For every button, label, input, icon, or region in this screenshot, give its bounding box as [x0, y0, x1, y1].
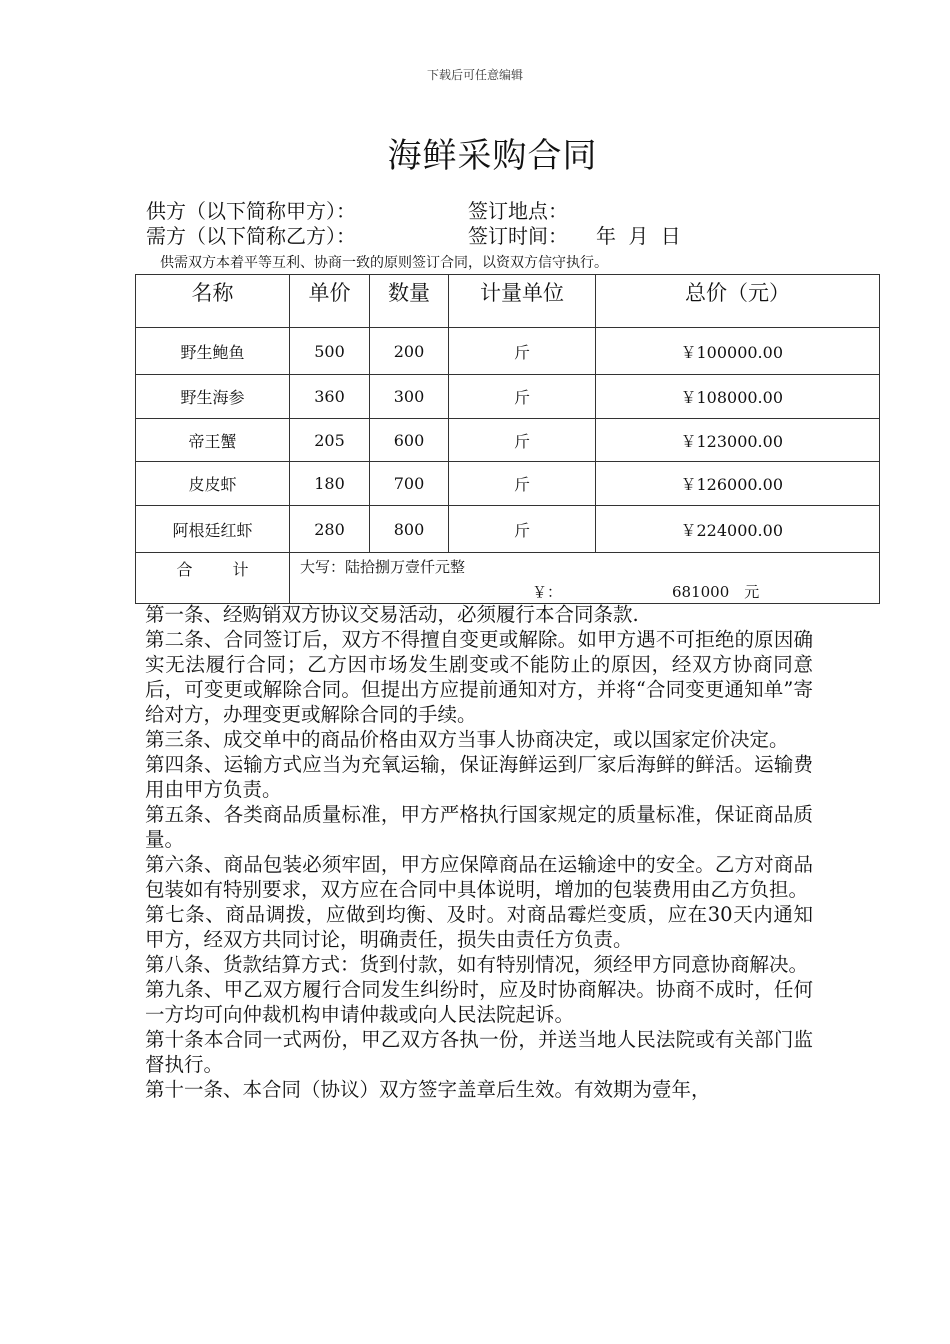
- sum-label-b: 计: [232, 560, 249, 579]
- supplier-label: 供方（以下简称甲方）：: [146, 199, 356, 223]
- cell-unit: 斤: [449, 506, 596, 553]
- cell-price: 205: [290, 419, 370, 462]
- cell-total: ￥123000.00: [596, 419, 880, 462]
- cell-price: 500: [290, 328, 370, 375]
- cell-qty: 200: [370, 328, 449, 375]
- header-qty: 数量: [370, 275, 449, 328]
- term-8: 第八条、货款结算方式：货到付款，如有特别情况，须经甲方同意协商解决。: [145, 953, 809, 976]
- cell-price: 180: [290, 462, 370, 506]
- table-header-row: [136, 275, 880, 328]
- header-name: 名称: [136, 275, 290, 328]
- table-row: [136, 328, 880, 375]
- term-10: 第十条本合同一式两份，甲乙双方各执一份，并送当地人民法院或有关部门监督执行。: [145, 1028, 813, 1076]
- term-4: 第四条、运输方式应当为充氧运输，保证海鲜运到厂家后海鲜的鲜活。运输费用由甲方负责。: [145, 753, 813, 801]
- goods-table: [135, 274, 880, 604]
- cell-name: 阿根廷红虾: [136, 506, 290, 553]
- info-row-buyer: [146, 223, 681, 249]
- sum-yen-label: ￥：: [532, 583, 563, 601]
- term-5: 第五条、各类商品质量标准，甲方严格执行国家规定的质量标准，保证商品质量。: [145, 803, 813, 851]
- buyer-label: 需方（以下简称乙方）：: [146, 224, 356, 248]
- cell-qty: 800: [370, 506, 449, 553]
- cell-total: ￥108000.00: [596, 375, 880, 419]
- cell-qty: 600: [370, 419, 449, 462]
- table-row: [136, 375, 880, 419]
- term-6: 第六条、商品包装必须牢固，甲方应保障商品在运输途中的安全。乙方对商品包装如有特别要求，双方应在合同中具体说明，增加的包装费用由乙方负担。: [145, 853, 813, 901]
- cell-qty: 300: [370, 375, 449, 419]
- cell-unit: 斤: [449, 375, 596, 419]
- sum-upper-text: 大写：陆拾捌万壹仟元整: [300, 558, 466, 576]
- term-1: 第一条、经购销双方协议交易活动，必须履行本合同条款.: [145, 603, 639, 626]
- header-price: 单价: [290, 275, 370, 328]
- sum-label: [136, 553, 290, 604]
- cell-name: 野生海参: [136, 375, 290, 419]
- cell-unit: 斤: [449, 462, 596, 506]
- sum-cell: [290, 553, 880, 604]
- term-9: 第九条、甲乙双方履行合同发生纠纷时，应及时协商解决。协商不成时，任何一方均可向仲裁机构申请仲裁或向人民法院起诉。: [145, 978, 813, 1026]
- sum-amount: 681000 元: [672, 583, 760, 601]
- table-row: [136, 506, 880, 553]
- preamble: 供需双方本着平等互利、协商一致的原则签订合同，以资双方信守执行。: [160, 255, 608, 271]
- contract-terms: [145, 602, 813, 1102]
- header-note: 下载后可任意编辑: [426, 68, 523, 82]
- sign-place-label: 签订地点：: [468, 199, 568, 223]
- table-row: [136, 419, 880, 462]
- sign-time-label: 签订时间：: [468, 224, 568, 248]
- cell-unit: 斤: [449, 328, 596, 375]
- cell-price: 280: [290, 506, 370, 553]
- term-3: 第三条、成交单中的商品价格由双方当事人协商决定，或以国家定价决定。: [145, 728, 789, 751]
- date-placeholder: 年 月 日: [596, 224, 681, 248]
- cell-name: 皮皮虾: [136, 462, 290, 506]
- term-7: 第七条、商品调拨，应做到均衡、及时。对商品霉烂变质，应在30天内通知甲方，经双方共同讨论，明确责任，损失由责任方负责。: [145, 903, 813, 951]
- info-row-supplier: [146, 198, 568, 224]
- cell-qty: 700: [370, 462, 449, 506]
- term-2: 第二条、合同签订后，双方不得擅自变更或解除。如甲方遇不可拒绝的原因确实无法履行合同；乙方因市场发生剧变或不能防止的原因，经双方协商同意后，可变更或解除合同。但提出方应提前通知对方，并将“合同变更通知单”寄给对方，办理变更或解除合同的手续。: [145, 628, 813, 726]
- cell-name: 野生鲍鱼: [136, 328, 290, 375]
- header-unit: 计量单位: [449, 275, 596, 328]
- contract-title: 海鲜采购合同: [387, 136, 598, 176]
- cell-total: ￥224000.00: [596, 506, 880, 553]
- term-11: 第十一条、本合同（协议）双方签字盖章后生效。有效期为壹年，: [145, 1078, 711, 1101]
- cell-total: ￥126000.00: [596, 462, 880, 506]
- table-row: [136, 462, 880, 506]
- table-sum-row: [136, 553, 880, 604]
- sum-label-a: 合: [176, 560, 193, 579]
- cell-price: 360: [290, 375, 370, 419]
- cell-total: ￥100000.00: [596, 328, 880, 375]
- header-total: 总价（元）: [596, 275, 880, 328]
- cell-name: 帝王蟹: [136, 419, 290, 462]
- cell-unit: 斤: [449, 419, 596, 462]
